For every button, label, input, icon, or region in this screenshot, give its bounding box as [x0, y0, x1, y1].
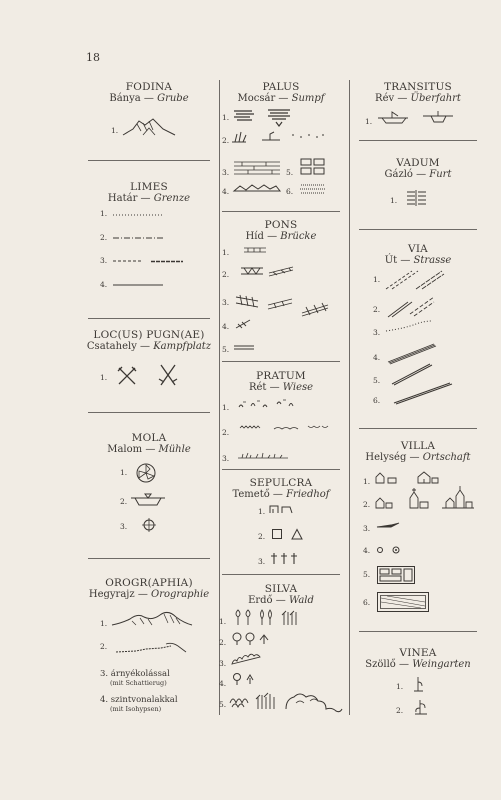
item-number: 5.: [373, 376, 381, 385]
entry-subtitle: Mocsár — Sumpf: [237, 93, 325, 104]
vineyard-vine-icon: [413, 699, 429, 715]
houses-icon: [374, 470, 440, 484]
forest-trees-icon: [232, 609, 304, 627]
entry-palus: [222, 81, 340, 105]
item-number: 1.: [222, 403, 230, 412]
border-dotted-icon: [113, 214, 163, 216]
divider: [88, 412, 210, 413]
entry-subtitle: Szöllő — Weingarten: [365, 659, 471, 670]
item-number: 5.: [219, 700, 227, 709]
divider: [222, 361, 340, 362]
ferry-boat-icon: [378, 110, 408, 124]
entry-subtitle: Határ — Grenze: [107, 193, 191, 204]
forest-canopy-icon: [232, 653, 260, 665]
item-number: 3.: [373, 328, 381, 337]
bridge-pontoon-icon: [236, 318, 252, 330]
item-number: 4.: [100, 280, 108, 289]
item-number: 1.: [222, 113, 230, 122]
item-number: 1.: [390, 196, 398, 205]
entry-title: VIA: [408, 243, 428, 255]
entry-subtitle: Út — Strasse: [384, 255, 452, 266]
item-number: 6.: [363, 598, 371, 607]
item-number: 4.: [222, 322, 230, 331]
divider: [359, 428, 477, 429]
entry-pratum: [222, 370, 340, 394]
item-number: 2.: [258, 532, 266, 541]
road-highway-icon: [394, 382, 452, 404]
border-dashed-icon: [113, 260, 183, 263]
cemetery-crosses-icon: [270, 551, 298, 565]
reed-marsh-icon: [232, 130, 326, 144]
entry-pons: [222, 219, 340, 243]
entry-vinea: [359, 647, 477, 671]
cemetery-square-triangle-icon: [272, 528, 304, 540]
divider: [359, 229, 477, 230]
entry-title: VILLA: [400, 440, 436, 452]
item-number: 1.: [111, 126, 119, 135]
border-dashdot-icon: [113, 237, 163, 239]
item-number: 5.: [286, 168, 294, 177]
item-number: 2.: [100, 233, 108, 242]
divider: [222, 574, 340, 575]
forest-dense-icon: [230, 689, 344, 711]
entry-title: PALUS: [262, 81, 300, 93]
crossed-swords-icon: [117, 366, 137, 386]
entry-title: OROGR(APHIA): [105, 577, 193, 589]
divider: [359, 631, 477, 632]
forest-mixed-icon: [232, 632, 272, 646]
entry-subtitle: Bánya — Grube: [109, 93, 189, 104]
item-number: 3.: [219, 659, 227, 668]
village-church-icon: [374, 486, 474, 510]
marsh-blocks-icon: [300, 158, 326, 176]
item-number: 1.: [120, 468, 128, 477]
entry-title: TRANSITUS: [384, 81, 452, 93]
item-number: 2.: [222, 428, 230, 437]
ferry-rope-icon: [423, 110, 453, 124]
item-number: 4.: [219, 679, 227, 688]
bridge-cross-icon: [236, 291, 330, 317]
divider: [222, 469, 340, 470]
entry-title: LOC(US) PUGN(AE): [93, 329, 205, 341]
entry-subtitle: Erdő — Wald: [248, 595, 314, 606]
bridge-simple-icon: [244, 246, 266, 254]
orographia-note-3: 3. árnyékolással (mit Schattierug): [100, 669, 170, 687]
entry-title: SILVA: [264, 583, 298, 595]
item-number: 1.: [222, 248, 230, 257]
entry-limes: [88, 181, 210, 205]
item-number: 1.: [363, 477, 371, 486]
item-number: 2.: [100, 642, 108, 651]
item-number: 1.: [100, 209, 108, 218]
entry-subtitle: Helység — Ortschaft: [365, 452, 471, 463]
item-number: 2.: [396, 706, 404, 715]
ford-symbol-icon: [406, 189, 428, 207]
item-number: 6.: [373, 396, 381, 405]
item-number: 1.: [219, 617, 227, 626]
item-number: 1.: [365, 117, 373, 126]
meadow-wave-icon: [240, 424, 328, 432]
item-number: 3.: [222, 298, 230, 307]
windmill-icon: [136, 463, 156, 483]
road-main-icon: [388, 344, 436, 364]
vineyard-stake-icon: [413, 676, 425, 692]
entry-title: FODINA: [125, 81, 173, 93]
item-number: 3.: [258, 557, 266, 566]
entry-subtitle: Rév — Überfahrt: [375, 93, 461, 104]
meadow-hatch-icon: [238, 451, 288, 459]
divider: [88, 160, 210, 161]
item-number: 3.: [222, 168, 230, 177]
item-number: 3.: [100, 256, 108, 265]
meadow-tufts-icon: [233, 398, 305, 410]
entry-title: MOLA: [131, 432, 167, 444]
entry-subtitle: Malom — Mühle: [107, 444, 191, 455]
divider: [222, 211, 340, 212]
bridge-truss-icon: [241, 265, 293, 277]
bridge-line-icon: [234, 344, 254, 350]
entry-via: [359, 243, 477, 267]
watermill-icon: [131, 492, 165, 506]
entry-locus-pugnae: [84, 329, 214, 353]
marsh-symbol-icon: [234, 108, 292, 126]
mine-symbol-icon: [123, 115, 175, 139]
item-number: 1.: [373, 275, 381, 284]
item-number: 1.: [258, 507, 266, 516]
cemetery-enclosure-icon: [270, 504, 298, 514]
item-number: 2.: [222, 136, 230, 145]
item-number: 2.: [219, 638, 227, 647]
hatched-ridge-icon: [116, 643, 186, 655]
entry-subtitle: Rét — Wiese: [248, 382, 314, 393]
town-walled-icon: [377, 592, 429, 612]
marsh-dots-icon: [299, 182, 327, 196]
item-number: 2.: [373, 305, 381, 314]
entry-transitus: [359, 81, 477, 105]
column-rule-2: [349, 80, 350, 715]
entry-orographia: [84, 577, 214, 601]
settlement-flag-icon: [377, 521, 399, 529]
entry-silva: [222, 583, 340, 607]
item-number: 2.: [222, 270, 230, 279]
mountain-range-icon: [112, 609, 192, 629]
entry-title: SEPULCRA: [249, 477, 313, 489]
item-number: 5.: [363, 570, 371, 579]
item-number: 4.: [363, 546, 371, 555]
item-number: 5.: [222, 345, 230, 354]
divider: [359, 140, 477, 141]
item-number: 2.: [120, 497, 128, 506]
entry-title: VINEA: [399, 647, 437, 659]
item-number: 1.: [396, 682, 404, 691]
forest-single-icon: [232, 673, 258, 685]
item-number: 2.: [363, 500, 371, 509]
entry-title: PONS: [264, 219, 298, 231]
crossed-swords-icon: [158, 364, 178, 386]
path-dotted-icon: [386, 320, 432, 332]
entry-subtitle: Hegyrajz — Orographie: [88, 589, 210, 600]
entry-title: PRATUM: [256, 370, 306, 382]
mill-crosshair-icon: [142, 518, 156, 532]
item-number: 4.: [222, 187, 230, 196]
marsh-ridge-icon: [234, 183, 280, 193]
entry-title: LIMES: [130, 181, 168, 193]
page-number: 18: [86, 51, 100, 64]
entry-subtitle: Gázló — Furt: [384, 169, 452, 180]
orographia-note-4: 4. szintvonalakkal (mit Isohypsen): [100, 695, 178, 713]
entry-mola: [88, 432, 210, 456]
divider: [88, 318, 210, 319]
item-number: 4.: [373, 353, 381, 362]
road-double-icon: [388, 296, 434, 318]
entry-fodina: [88, 81, 210, 105]
divider: [88, 558, 210, 559]
item-number: 3.: [363, 524, 371, 533]
entry-villa: [359, 440, 477, 464]
item-number: 1.: [100, 373, 108, 382]
item-number: 1.: [100, 619, 108, 628]
entry-subtitle: Híd — Brücke: [245, 231, 317, 242]
entry-sepulcra: [222, 477, 340, 501]
entry-title: VADUM: [396, 157, 440, 169]
town-blocks-icon: [377, 566, 415, 584]
entry-subtitle: Csatahely — Kampfplatz: [86, 341, 212, 352]
entry-vadum: [359, 157, 477, 181]
entry-subtitle: Temető — Friedhof: [232, 489, 330, 500]
road-dashed-icon: [386, 270, 444, 290]
border-solid-icon: [113, 284, 163, 286]
item-number: 3.: [222, 454, 230, 463]
settlement-circles-icon: [375, 545, 405, 555]
item-number: 6.: [286, 187, 294, 196]
marsh-grid-icon: [234, 161, 280, 175]
item-number: 3.: [120, 522, 128, 531]
